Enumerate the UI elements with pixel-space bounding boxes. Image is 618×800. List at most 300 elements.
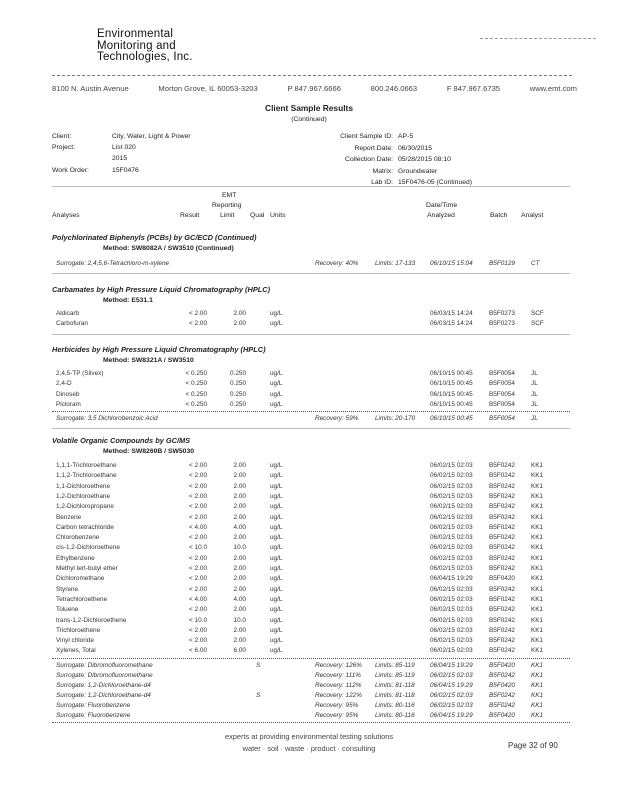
section-divider — [52, 428, 570, 429]
cell: Surrogate: 1,2-Dichloroethane-d4 — [56, 691, 151, 699]
cell: ug/L — [270, 492, 283, 500]
cell: KK1 — [531, 711, 544, 719]
col-limit: Limit — [220, 212, 235, 219]
cell: 4.00 — [233, 523, 246, 531]
surrogate-row — [0, 702, 618, 712]
cell: B5F0054 — [489, 415, 515, 423]
table-row — [0, 401, 618, 411]
info-label: Report Date: — [354, 144, 393, 152]
street: 8100 N. Austin Avenue — [52, 84, 129, 93]
header-marks — [480, 38, 596, 39]
cell: KK1 — [531, 616, 544, 624]
logo-line: Technologies, Inc. — [97, 51, 193, 63]
cell: KK1 — [531, 691, 544, 699]
info-value: 15F0476 — [112, 167, 139, 174]
footer-services: water · soil · waste · product · consulting — [242, 744, 376, 753]
cell: 06/02/15 02:03 — [430, 513, 473, 521]
cell: 06/02/15 02:03 — [430, 565, 473, 572]
report-subtitle: (Continued) — [291, 116, 327, 123]
cell: 2.00 — [233, 503, 246, 511]
cell: B5F0054 — [489, 380, 515, 388]
cell: B5F0242 — [489, 503, 515, 511]
cell: 2.00 — [233, 492, 246, 500]
cell: 0.250 — [230, 380, 246, 388]
cell: B5F0242 — [489, 462, 515, 469]
info-value: List 020 — [112, 144, 136, 151]
cell: < 2.00 — [189, 492, 207, 500]
cell: B5F0054 — [489, 370, 515, 377]
cell: B5F0242 — [489, 482, 515, 490]
cell: Recovery: 111% — [315, 671, 361, 679]
cell: KK1 — [531, 482, 544, 490]
method-label: Method: SW8082A / SW3510 (Continued) — [103, 245, 234, 252]
cell: 06/04/15 19:29 — [430, 575, 473, 583]
cell: 06/02/15 02:03 — [430, 671, 473, 679]
cell: JL — [531, 415, 538, 423]
cell: 06/04/15 19:29 — [430, 711, 473, 719]
cell: Surrogate: Fluorobenzene — [56, 701, 131, 709]
col-datetime: Date/Time — [426, 202, 458, 209]
company-address — [52, 84, 577, 93]
method-label: Method: E531.1 — [103, 297, 153, 304]
cell: 2.00 — [233, 472, 246, 480]
cell: < 2.00 — [189, 534, 207, 542]
cell: ug/L — [270, 626, 283, 634]
cell: 06/02/15 02:03 — [430, 626, 473, 634]
cell: S — [256, 691, 261, 699]
cell: < 2.00 — [189, 606, 207, 614]
cell: KK1 — [531, 462, 544, 469]
cell: 2.00 — [233, 637, 246, 645]
surrogate-row — [0, 662, 618, 672]
table-row — [0, 503, 618, 513]
method-label: Method: SW8321A / SW3510 — [103, 357, 194, 364]
col-units: Units — [270, 212, 286, 219]
info-label: Client Sample ID: — [340, 133, 393, 140]
cell: B5F0054 — [489, 400, 515, 408]
cell: KK1 — [531, 492, 544, 500]
col-batch: Batch — [490, 212, 508, 219]
cell: B5F0242 — [489, 565, 515, 572]
col-emt: EMT — [222, 192, 237, 199]
cell: 06/02/15 02:03 — [430, 701, 473, 709]
cell: 06/02/15 02:03 — [430, 606, 473, 614]
cell: KK1 — [531, 534, 544, 542]
cell: 06/02/15 02:03 — [430, 462, 473, 469]
phone: P 847.967.6666 — [287, 84, 341, 93]
cell: < 2.00 — [189, 462, 207, 469]
cell: JL — [531, 390, 538, 398]
cell: B5F0242 — [489, 647, 515, 655]
cell: B5F0054 — [489, 390, 515, 398]
cell: Recovery: 40% — [315, 260, 359, 267]
cell: ug/L — [270, 400, 283, 408]
section-title: Carbamates by High Pressure Liquid Chromatography (HPLC) — [52, 285, 271, 294]
cell: 06/10/15 00:45 — [430, 380, 473, 388]
cell: B5F0420 — [489, 681, 515, 689]
cell: 06/02/15 02:03 — [430, 523, 473, 531]
cell: < 2.00 — [189, 513, 207, 521]
cell: B5F0242 — [489, 595, 515, 603]
cell: < 0.250 — [185, 370, 207, 377]
info-value: City, Water, Light & Power — [112, 133, 191, 140]
method-label: Method: SW8260B / SW5030 — [103, 448, 195, 455]
cell: Tetrachloroethene — [56, 595, 108, 603]
cell: 4.00 — [233, 595, 246, 603]
col-result: Result — [180, 212, 200, 219]
table-row — [0, 617, 618, 627]
cell: Surrogate: Dibromofluoromethane — [56, 671, 153, 679]
cell: < 2.00 — [189, 575, 207, 583]
cell: S — [256, 661, 261, 669]
table-row — [0, 472, 618, 482]
table-row — [0, 370, 618, 380]
table-row — [0, 514, 618, 524]
cell: JL — [531, 380, 538, 388]
col-analyzed: Analyzed — [427, 212, 455, 219]
cell: < 10.0 — [189, 616, 207, 624]
toll-free: 800.246.0663 — [370, 84, 418, 93]
cell: 06/02/15 02:03 — [430, 482, 473, 490]
cell: Surrogate: 2,4,5,6-Tetrachloro-m-xylene — [56, 260, 170, 267]
cell: B5F0273 — [489, 320, 515, 328]
cell: KK1 — [531, 585, 544, 593]
col-analyst: Analyst — [521, 212, 544, 219]
footer-tagline: experts at providing environmental testing solutions — [224, 732, 394, 741]
cell: ug/L — [270, 575, 283, 583]
cell: 10.0 — [233, 616, 246, 624]
cell: 06/02/15 02:03 — [430, 503, 473, 511]
cell: B5F0242 — [489, 523, 515, 531]
cell: Xylenes, Total — [56, 647, 96, 655]
cell: < 2.00 — [189, 565, 207, 572]
cell: KK1 — [531, 626, 544, 634]
cell: 6.00 — [233, 647, 246, 655]
cell: ug/L — [270, 320, 283, 328]
cell: 06/10/15 00:45 — [430, 415, 473, 423]
table-row — [0, 586, 618, 596]
table-row — [0, 647, 618, 657]
cell: < 2.00 — [189, 482, 207, 490]
cell: Limits: 80-116 — [375, 701, 415, 709]
cell: 1,1,1-Trichloroethane — [56, 462, 117, 469]
cell: Limits: 85-119 — [375, 671, 415, 679]
cell: B5F0242 — [489, 492, 515, 500]
cell: KK1 — [531, 606, 544, 614]
cell: Recovery: 95% — [315, 701, 359, 709]
section-divider — [52, 273, 570, 274]
surrogate-divider — [52, 658, 570, 659]
website: www.emt.com — [529, 84, 577, 93]
cell: B5F0242 — [489, 472, 515, 480]
cell: Limits: 81-118 — [375, 691, 415, 699]
col-analyses: Analyses — [52, 212, 80, 219]
cell: 06/10/15 15:04 — [430, 260, 473, 267]
cell: Recovery: 112% — [315, 681, 362, 689]
cell: ug/L — [270, 380, 283, 388]
cell: Toluene — [56, 606, 79, 614]
logo-line: Monitoring and — [97, 39, 176, 52]
surrogate-row — [0, 692, 618, 702]
cell: ug/L — [270, 472, 283, 480]
cell: 06/02/15 02:03 — [430, 616, 473, 624]
cell: B5F0242 — [489, 626, 515, 634]
table-row — [0, 555, 618, 565]
cell: 0.250 — [230, 370, 246, 377]
cell: Recovery: 59% — [315, 415, 359, 423]
info-value: Groundwater — [398, 167, 438, 175]
cell: 06/10/15 00:45 — [430, 400, 473, 408]
table-row — [0, 380, 618, 390]
cell: B5F0242 — [489, 554, 515, 562]
cell: < 0.250 — [185, 380, 207, 388]
table-row — [0, 637, 618, 647]
info-value: 06/30/2015 — [398, 144, 433, 152]
table-row — [0, 391, 618, 401]
table-row — [0, 627, 618, 637]
cell: Carbon tetrachloride — [56, 523, 114, 531]
cell: Surrogate: 1,2-Dichloroethane-d4 — [56, 681, 151, 689]
col-qual: Qual — [250, 212, 265, 219]
cell: 1,2-Dichloroethane — [56, 492, 110, 500]
info-label: Collection Date: — [345, 156, 393, 163]
cell: 2.00 — [233, 310, 246, 317]
cell: < 0.250 — [185, 390, 207, 398]
cell: B5F0242 — [489, 534, 515, 542]
info-label: Work Order: — [52, 167, 89, 174]
cell: ug/L — [270, 513, 283, 521]
cell: 2.00 — [233, 585, 246, 593]
cell: 2.00 — [233, 575, 246, 583]
cell: 2.00 — [233, 534, 246, 542]
divider — [52, 186, 570, 187]
cell: Surrogate: Fluorobenzene — [56, 711, 131, 719]
cell: KK1 — [531, 647, 544, 655]
cell: ug/L — [270, 616, 283, 624]
cell: B5F0129 — [489, 260, 515, 267]
table-row — [0, 544, 618, 554]
section-title: Herbicides by High Pressure Liquid Chromatography (HPLC) — [52, 345, 266, 354]
cell: CT — [531, 260, 540, 267]
page-number: Page 32 of 90 — [508, 741, 558, 750]
surrogate-divider — [52, 411, 570, 412]
cell: Limits: 17-133 — [375, 260, 416, 267]
cell: KK1 — [531, 681, 544, 689]
cell: B5F0242 — [489, 671, 515, 679]
cell: KK1 — [531, 595, 544, 603]
cell: B5F0420 — [489, 711, 515, 719]
cell: Chlorobenzene — [56, 534, 100, 542]
cell: Picloram — [56, 400, 81, 408]
cell: KK1 — [531, 513, 544, 521]
cell: < 2.00 — [189, 585, 207, 593]
cell: 2,4-D — [56, 380, 72, 388]
cell: B5F0273 — [489, 310, 515, 317]
info-label: Matrix: — [372, 167, 393, 175]
cell: 06/02/15 02:03 — [430, 492, 473, 500]
cell: ug/L — [270, 534, 283, 542]
cell: 1,1-Dichloroethene — [56, 482, 110, 490]
cell: 1,1,2-Trichloroethane — [56, 472, 117, 480]
cell: Ethylbenzene — [56, 554, 95, 562]
cell: 06/02/15 02:03 — [430, 595, 473, 603]
cell: Benzene — [56, 513, 82, 521]
cell: B5F0420 — [489, 575, 515, 583]
cell: ug/L — [270, 390, 283, 398]
cell: Surrogate: 3,5 Dichlorobenzoic Acid — [56, 415, 158, 423]
table-row — [0, 320, 618, 330]
surrogate-row — [0, 682, 618, 692]
cell: Aldicarb — [56, 310, 80, 317]
cell: 2.00 — [233, 320, 246, 328]
cell: 2.00 — [233, 606, 246, 614]
cell: B5F0242 — [489, 585, 515, 593]
cell: 2.00 — [233, 565, 246, 572]
cell: Carbofuran — [56, 320, 88, 328]
section-title: Polychlorinated Biphenyls (PCBs) by GC/ECD (Continued) — [52, 233, 257, 242]
cell: 2.00 — [233, 554, 246, 562]
cell: KK1 — [531, 554, 544, 562]
table-row — [0, 310, 618, 320]
cell: 06/02/15 02:03 — [430, 585, 473, 593]
city: Morton Grove, IL 60053-3203 — [158, 84, 258, 93]
cell: KK1 — [531, 637, 544, 645]
surrogate-row — [0, 415, 618, 425]
cell: ug/L — [270, 482, 283, 490]
cell: ug/L — [270, 637, 283, 645]
cell: < 2.00 — [189, 472, 207, 480]
cell: JL — [531, 400, 538, 408]
cell: Vinyl chloride — [56, 637, 94, 645]
cell: KK1 — [531, 701, 544, 709]
section-title: Volatile Organic Compounds by GC/MS — [52, 436, 191, 445]
cell: Styrene — [56, 585, 79, 593]
cell: KK1 — [531, 523, 544, 531]
cell: ug/L — [270, 370, 283, 377]
cell: ug/L — [270, 523, 283, 531]
cell: ug/L — [270, 647, 283, 655]
surrogate-row — [0, 672, 618, 682]
cell: 2.00 — [233, 513, 246, 521]
cell: ug/L — [270, 310, 283, 317]
cell: < 2.00 — [189, 554, 207, 562]
cell: 06/02/15 02:03 — [430, 554, 473, 562]
cell: 06/03/15 14:24 — [430, 320, 473, 328]
table-row — [0, 483, 618, 493]
cell: SCF — [531, 310, 544, 317]
cell: < 4.00 — [189, 523, 207, 531]
cell: ug/L — [270, 503, 283, 511]
cell: ug/L — [270, 565, 283, 572]
cell: < 6.00 — [189, 647, 207, 655]
cell: ug/L — [270, 462, 283, 469]
cell: 0.250 — [230, 390, 246, 398]
table-row — [0, 524, 618, 534]
cell: 1,2-Dichloropropane — [56, 503, 114, 511]
cell: 10.0 — [233, 544, 246, 552]
cell: 0.250 — [230, 400, 246, 408]
cell: 2.00 — [233, 626, 246, 634]
cell: 2,4,5-TP (Silvex) — [56, 370, 104, 377]
cell: KK1 — [531, 565, 544, 572]
logo-line: Environmental — [97, 28, 174, 40]
cell: KK1 — [531, 575, 544, 583]
cell: < 4.00 — [189, 595, 207, 603]
table-row — [0, 462, 618, 472]
header-divider — [52, 75, 572, 76]
cell: ug/L — [270, 585, 283, 593]
fax: F 847.967.6735 — [446, 84, 501, 93]
cell: ug/L — [270, 595, 283, 603]
cell: trans-1,2-Dichloroethene — [56, 616, 127, 624]
cell: SCF — [531, 320, 544, 328]
cell: cis-1,2-Dichloroethene — [56, 544, 120, 552]
surrogate-row — [0, 712, 618, 722]
cell: B5F0242 — [489, 691, 515, 699]
cell: B5F0242 — [489, 606, 515, 614]
table-row — [0, 596, 618, 606]
cell: KK1 — [531, 544, 544, 552]
cell: < 2.00 — [189, 503, 207, 511]
cell: 2.00 — [233, 462, 246, 469]
cell: ug/L — [270, 606, 283, 614]
surrogate-row — [0, 260, 618, 270]
cell: KK1 — [531, 503, 544, 511]
cell: Limits: 20-170 — [375, 415, 416, 423]
info-value: 2015 — [112, 155, 128, 162]
cell: Recovery: 126% — [315, 661, 362, 669]
cell: Limits: 85-119 — [375, 661, 415, 669]
cell: Recovery: 95% — [315, 711, 359, 719]
info-value: AP-5 — [398, 133, 414, 140]
info-label: Project: — [52, 144, 76, 151]
cell: 06/10/15 00:45 — [430, 370, 473, 377]
table-row — [0, 575, 618, 585]
table-row — [0, 534, 618, 544]
cell: KK1 — [531, 661, 544, 669]
cell: 06/03/15 14:24 — [430, 310, 473, 317]
cell: Trichloroethene — [56, 626, 101, 634]
table-row — [0, 606, 618, 616]
cell: ug/L — [270, 544, 283, 552]
cell: Recovery: 122% — [315, 691, 362, 699]
cell: 06/02/15 02:03 — [430, 472, 473, 480]
cell: B5F0242 — [489, 701, 515, 709]
cell: KK1 — [531, 671, 544, 679]
cell: < 10.0 — [189, 544, 207, 552]
cell: 06/02/15 02:03 — [430, 544, 473, 552]
report-title: Client Sample Results — [265, 103, 353, 113]
cell: B5F0242 — [489, 637, 515, 645]
cell: 06/10/15 00:45 — [430, 390, 473, 398]
info-label: Client: — [52, 133, 72, 140]
cell: JL — [531, 370, 538, 377]
cell: 06/02/15 02:03 — [430, 534, 473, 542]
info-label: Lab ID: — [371, 179, 393, 186]
cell: Methyl tert-butyl ether — [56, 565, 118, 572]
cell: B5F0420 — [489, 661, 515, 669]
cell: < 2.00 — [189, 310, 207, 317]
cell: 2.00 — [233, 482, 246, 490]
info-value: 15F0476-05 (Continued) — [398, 179, 473, 186]
cell: Dichloromethane — [56, 575, 105, 583]
cell: B5F0242 — [489, 616, 515, 624]
table-row — [0, 565, 618, 575]
company-logo — [97, 29, 193, 64]
cell: 06/02/15 02:03 — [430, 647, 473, 655]
cell: < 2.00 — [189, 320, 207, 328]
cell: < 2.00 — [189, 637, 207, 645]
